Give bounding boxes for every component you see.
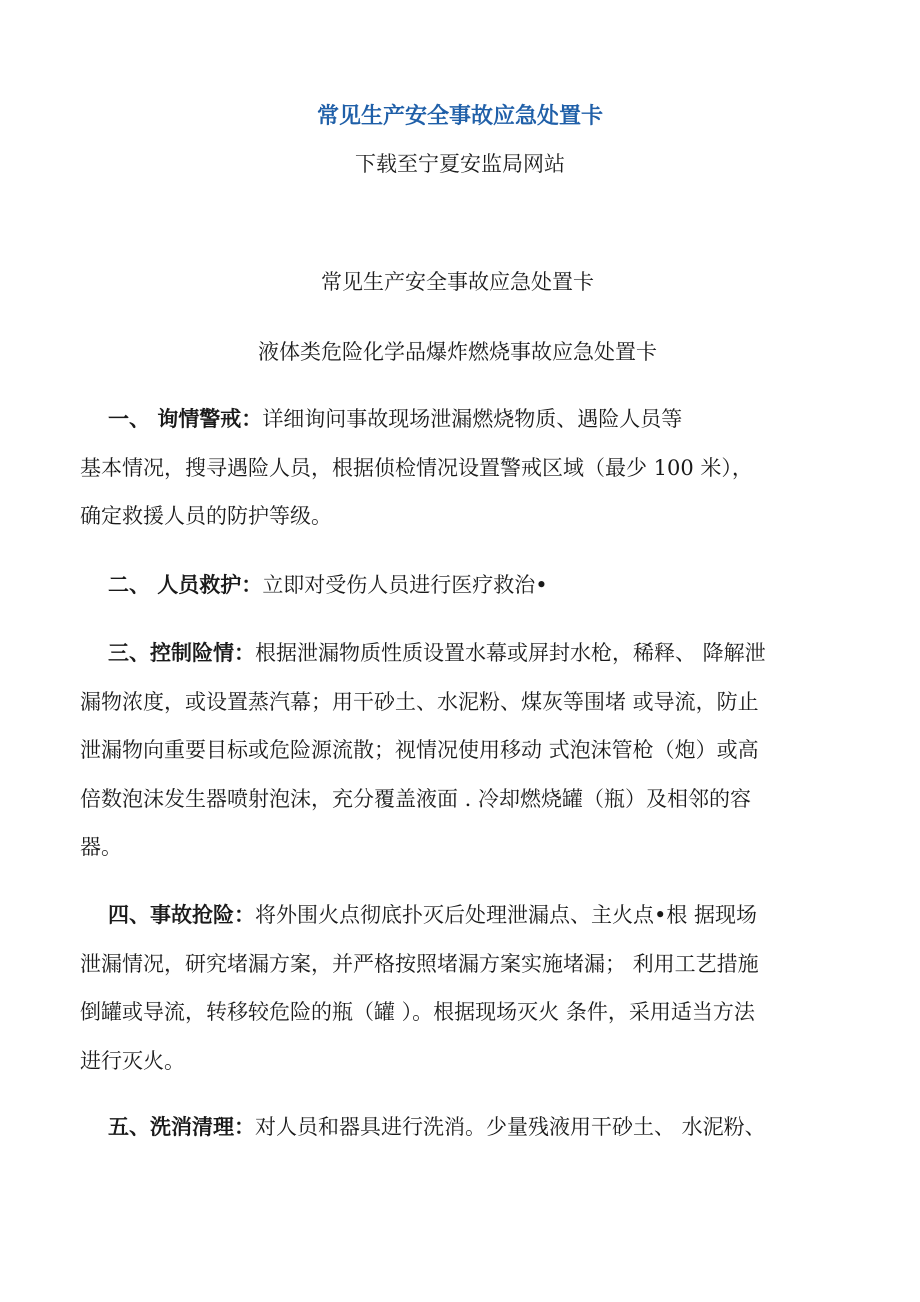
section-first-line	[80, 1103, 840, 1152]
section-text: 泄漏物向重要目标或危险源流散；视情况使用移动 式泡沫管枪（炮）或高	[80, 738, 759, 762]
section-text: 详细询问事故现场泄漏燃烧物质、遇险人员等	[262, 407, 683, 431]
section-first-line	[80, 561, 840, 610]
section-text: 进行灭火。	[80, 1048, 185, 1073]
section-text: 漏物浓度，或设置蒸汽幕；用干砂土、水泥粉、煤灰等围堵 或导流，防止	[80, 689, 759, 714]
section-first-line	[80, 629, 840, 678]
card-title: 液体类危险化学品爆炸燃烧事故应急处置卡	[258, 340, 657, 364]
section-text: 立即对受伤人员进行医疗救治•	[262, 573, 548, 597]
section-label: 五、洗消清理：	[108, 1114, 255, 1139]
section-text: 对人员和器具进行洗消。少量残液用干砂土、 水泥粉、	[255, 1115, 766, 1139]
section-label: 三、控制险情：	[108, 640, 255, 665]
document-title: 常见生产安全事故应急处置卡	[316, 103, 603, 129]
section-inquiry-alert	[80, 395, 840, 541]
section-first-line	[80, 395, 840, 444]
section-text: 倍数泡沫发生器喷射泡沫，充分覆盖液面 . 冷却燃烧罐（瓶）及相邻的容	[80, 786, 752, 811]
section-text: 根据泄漏物质性质设置水幕或屏封水枪，稀释、 降解泄	[255, 641, 766, 665]
section-rescue	[80, 561, 840, 610]
section-emergency-repair	[80, 891, 840, 1085]
section-text: 倒罐或导流，转移较危险的瓶（罐 ）。根据现场灭火 条件，采用适当方法	[80, 1000, 755, 1024]
section-first-line	[80, 891, 840, 940]
section-text: 器。	[80, 835, 122, 859]
section-decontamination	[80, 1103, 840, 1152]
section-text: 泄漏情况，研究堵漏方案，并严格按照堵漏方案实施堵漏； 利用工艺措施	[80, 951, 759, 976]
section-label: 四、事故抢险：	[108, 902, 255, 927]
source-note: 下载至宁夏安监局网站	[355, 152, 565, 176]
section-text: 确定救援人员的防护等级。	[80, 504, 332, 528]
section-label: 一、 询情警戒：	[108, 406, 263, 431]
section-heading: 常见生产安全事故应急处置卡	[321, 270, 594, 294]
section-label: 二、 人员救护：	[108, 572, 263, 597]
section-text: 将外围火点彻底扑灭后处理泄漏点、主火点•根 据现场	[255, 903, 758, 927]
section-control	[80, 629, 840, 872]
section-text: 基本情况，搜寻遇险人员，根据侦检情况设置警戒区域（最少 100 米），	[80, 455, 753, 480]
